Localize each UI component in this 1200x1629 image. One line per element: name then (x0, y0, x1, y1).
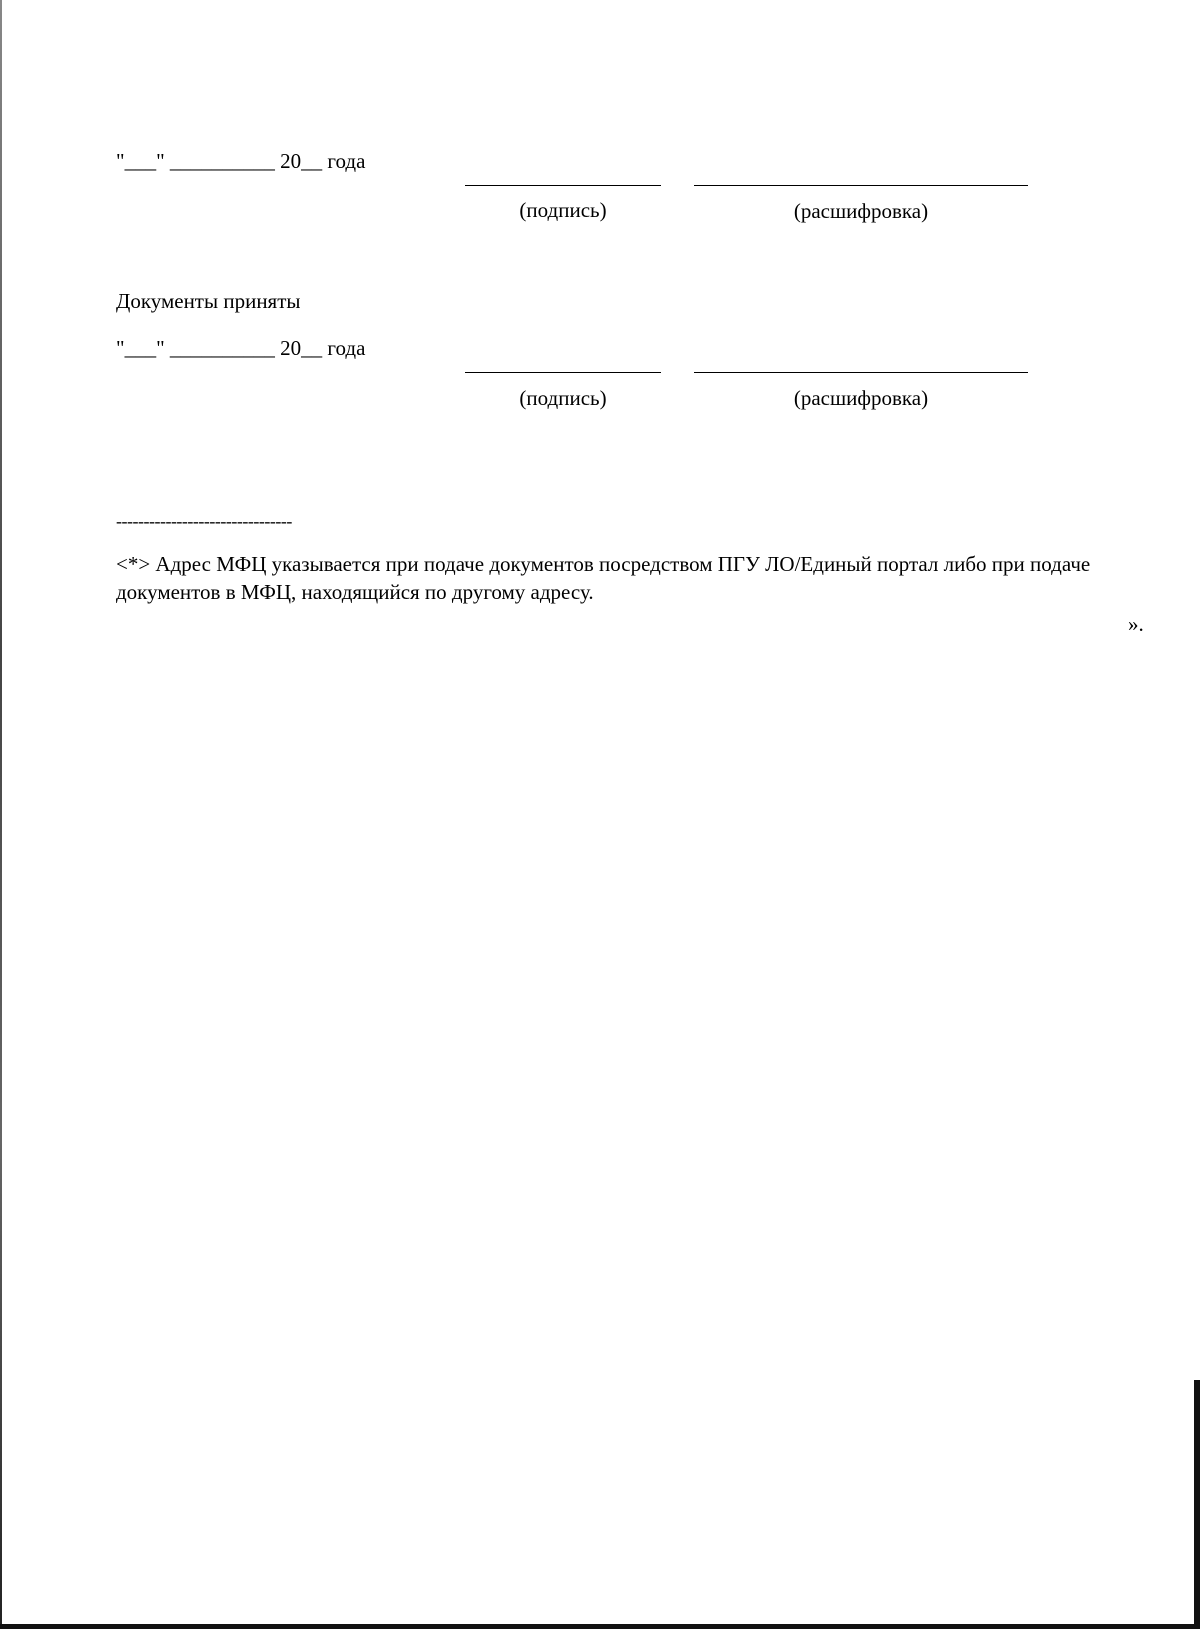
signature-line-1 (465, 185, 661, 186)
signature-caption-2: (подпись) (519, 386, 607, 410)
signature-caption-1: (подпись) (519, 198, 607, 222)
decode-caption-2: (расшифровка) (793, 386, 929, 410)
footnote-text: <*> Адрес МФЦ указывается при подаче документов посредством ПГУ ЛО/Единый портал либо при подаче документов в МФЦ, находящийся по другому адресу. (116, 552, 1091, 604)
decode-line-1 (694, 185, 1028, 186)
page-edge-left (0, 0, 2, 1629)
date-line-2: "___" __________ 20__ года (116, 336, 366, 360)
signature-line-2 (465, 372, 661, 373)
page-edge-right (1194, 1380, 1200, 1629)
footnote-separator: -------------------------------- (116, 511, 292, 531)
closing-quote: ». (1128, 612, 1144, 636)
page-edge-bottom (0, 1624, 1200, 1629)
decode-line-2 (694, 372, 1028, 373)
date-line-1: "___" __________ 20__ года (116, 149, 366, 173)
documents-accepted-heading: Документы приняты (116, 289, 301, 313)
decode-caption-1: (расшифровка) (793, 199, 929, 223)
